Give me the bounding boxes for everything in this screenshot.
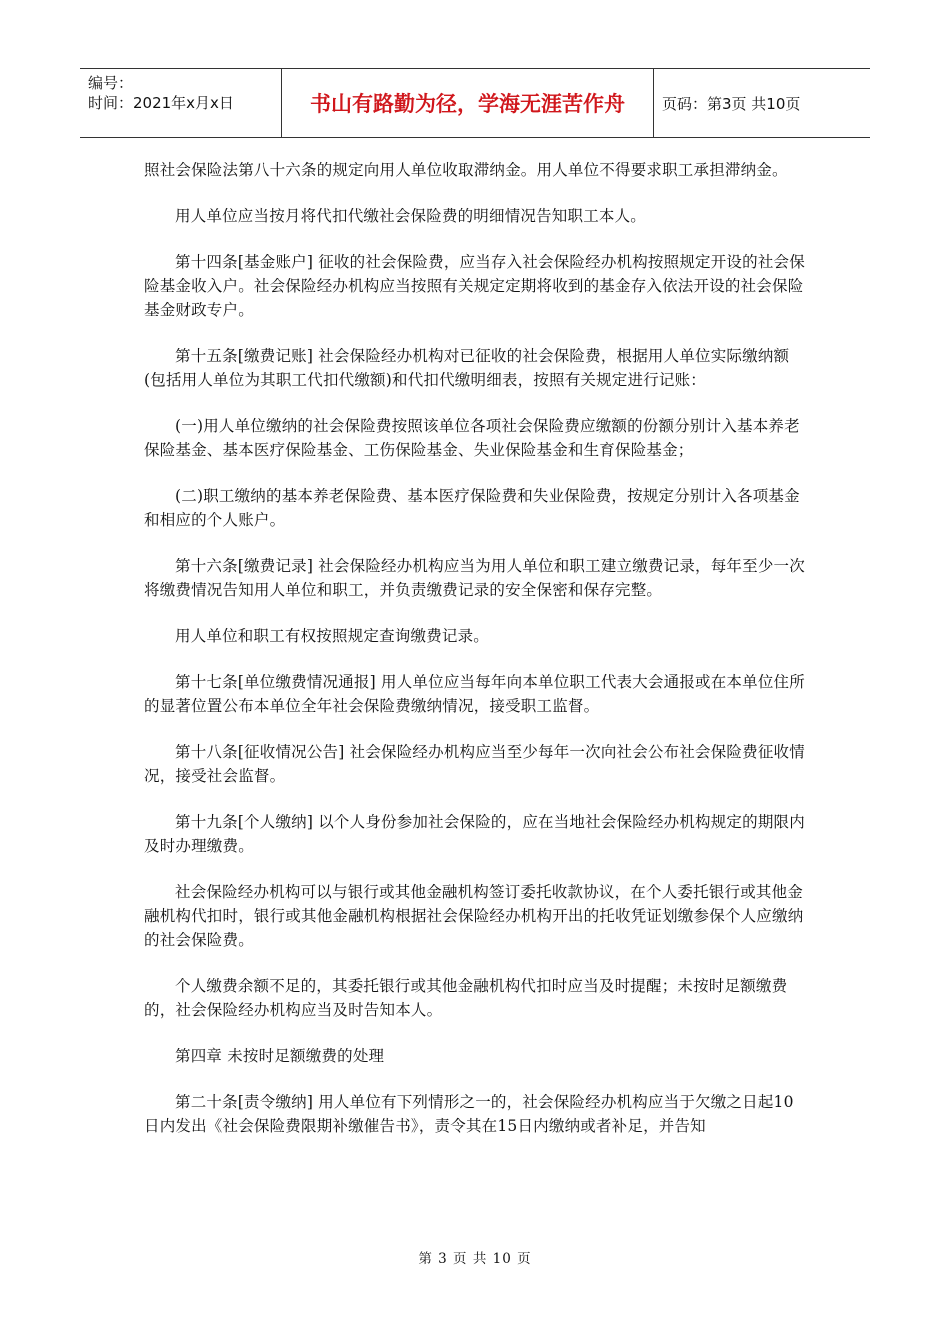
- paragraph-2: 用人单位应当按月将代扣代缴社会保险费的明细情况告知职工本人。: [175, 207, 647, 225]
- document-code-label: 编号：: [88, 74, 134, 92]
- article-15-item-2: (二)职工缴纳的基本养老保险费、基本医疗保险费和失业保险费，按规定分别计入各项基金和相应的个人账户。: [144, 487, 800, 529]
- document-body: [144, 158, 808, 1160]
- article-18: 第十八条[征收情况公告] 社会保险经办机构应当至少每年一次向社会公布社会保险费征收情况，接受社会监督。: [144, 743, 805, 785]
- paragraph-bank-agreement: 社会保险经办机构可以与银行或其他金融机构签订委托收款协议，在个人委托银行或其他金融机构代扣时，银行或其他金融机构根据社会保险经办机构开出的托收凭证划缴参保个人应缴纳的社会保险费。: [144, 883, 804, 949]
- article-20: 第二十条[责令缴纳] 用人单位有下列情形之一的，社会保险经办机构应当于欠缴之日起10日内发出《社会保险费限期补缴催告书》，责令其在15日内缴纳或者补足，并告知: [144, 1093, 794, 1135]
- paragraph-1: 照社会保险法第八十六条的规定向用人单位收取滞纳金。用人单位不得要求职工承担滞纳金。: [144, 161, 788, 179]
- header-meta: [80, 69, 282, 137]
- page-footer: 第 3 页 共 10 页: [418, 1251, 532, 1267]
- header-page-info: 页码：第3页 共10页: [662, 94, 801, 113]
- article-15: 第十五条[缴费记账] 社会保险经办机构对已征收的社会保险费，根据用人单位实际缴纳额(包括用人单位为其职工代扣代缴额)和代扣代缴明细表，按照有关规定进行记账：: [144, 347, 790, 389]
- document-date: 时间：2021年x月x日: [88, 94, 234, 112]
- chapter-4-heading: 第四章 未按时足额缴费的处理: [175, 1047, 385, 1065]
- article-17: 第十七条[单位缴费情况通报] 用人单位应当每年向本单位职工代表大会通报或在本单位住所的显著位置公布本单位全年社会保险费缴纳情况，接受职工监督。: [144, 673, 805, 715]
- paragraph-insufficient-balance: 个人缴费余额不足的，其委托银行或其他金融机构代扣时应当及时提醒；未按时足额缴费的，社会保险经办机构应当及时告知本人。: [144, 977, 788, 1019]
- header-motto: 书山有路勤为径，学海无涯苦作舟: [282, 69, 654, 137]
- article-19: 第十九条[个人缴纳] 以个人身份参加社会保险的，应在当地社会保险经办机构规定的期限内及时办理缴费。: [144, 813, 805, 855]
- article-16: 第十六条[缴费记录] 社会保险经办机构应当为用人单位和职工建立缴费记录，每年至少一次将缴费情况告知用人单位和职工，并负责缴费记录的安全保密和保存完整。: [144, 557, 805, 599]
- article-15-item-1: (一)用人单位缴纳的社会保险费按照该单位各项社会保险费应缴额的份额分别计入基本养老保险基金、基本医疗保险基金、工伤保险基金、失业保险基金和生育保险基金；: [144, 417, 800, 459]
- paragraph-query-records: 用人单位和职工有权按照规定查询缴费记录。: [175, 627, 490, 645]
- article-14: 第十四条[基金账户] 征收的社会保险费，应当存入社会保险经办机构按照规定开设的社会保险基金收入户。社会保险经办机构应当按照有关规定定期将收到的基金存入依法开设的社会保险基金财政专户。: [144, 253, 805, 319]
- page-header: [80, 68, 870, 138]
